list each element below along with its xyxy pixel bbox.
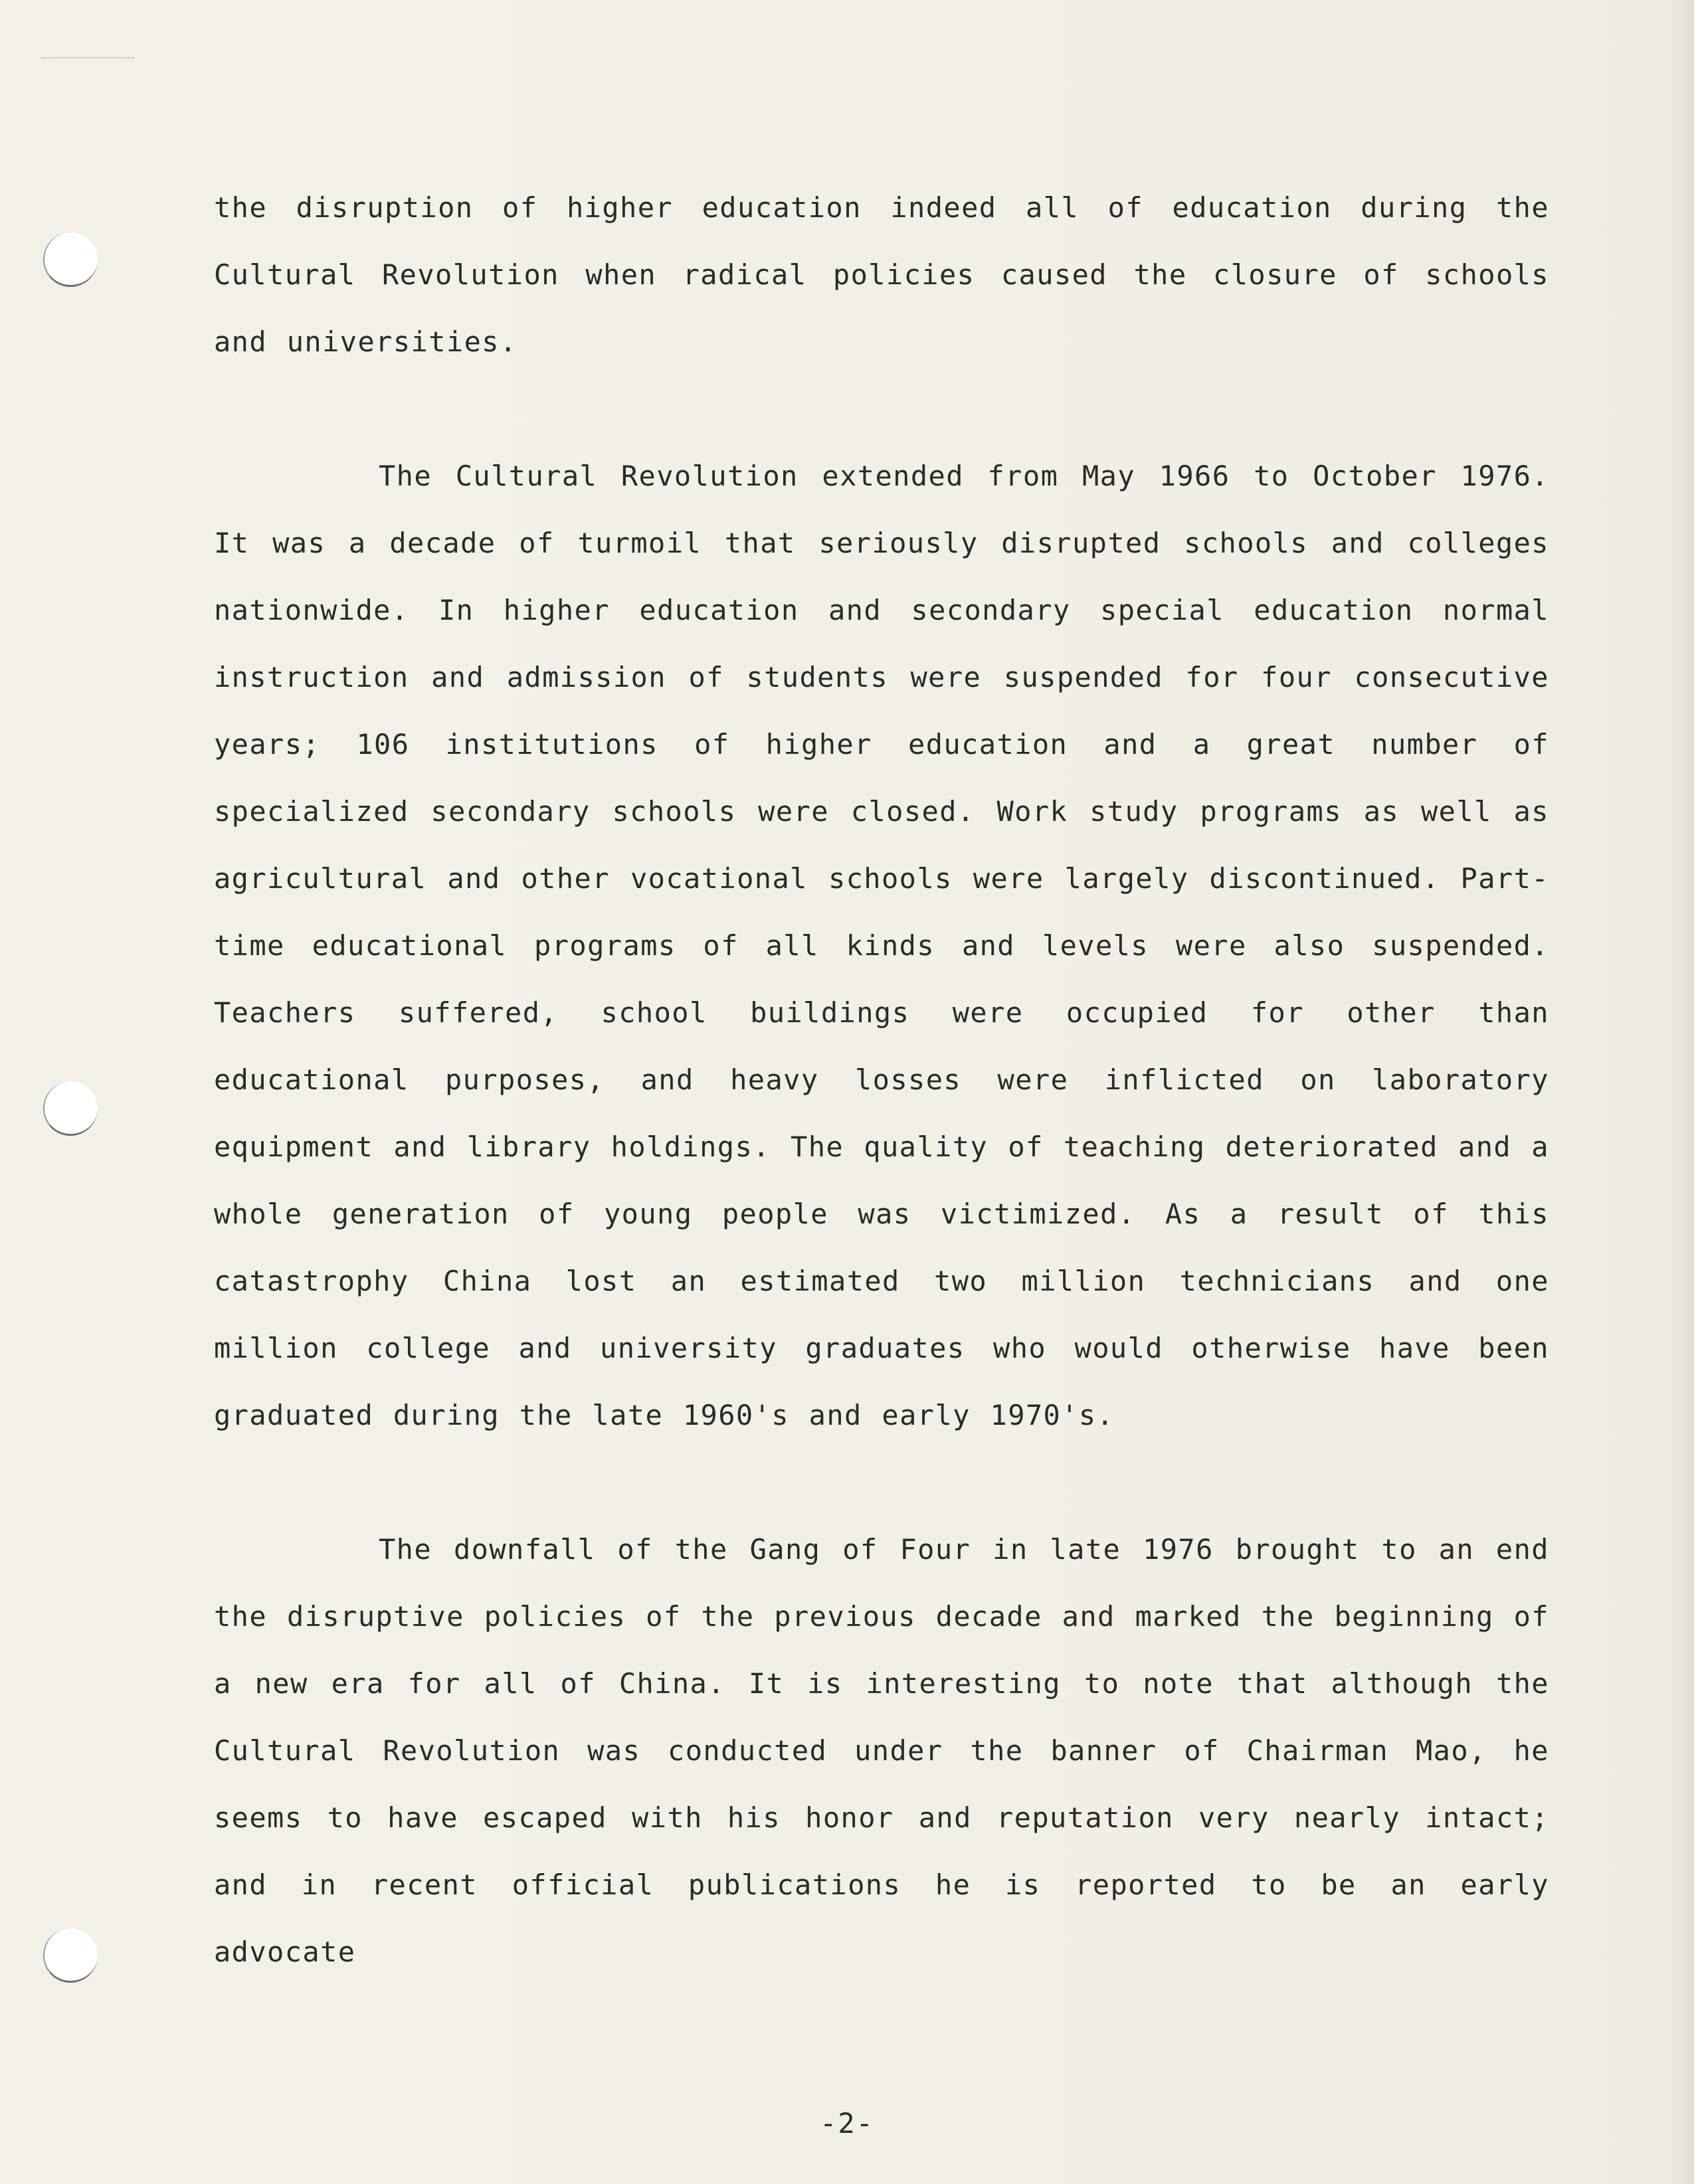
punch-hole-middle (43, 1081, 98, 1136)
paragraph-continued: the disruption of higher education indeed all of education during the Cultural Revolution when radical policies caused the closure of schools and universities. (214, 191, 1549, 358)
page-number: -2- (820, 2107, 874, 2139)
punch-hole-top (43, 232, 98, 287)
body-text (214, 174, 1549, 1985)
paragraph-gang-of-four: The downfall of the Gang of Four in late 1976 brought to an end the disruptive policies of the previous decade and marked the beginning of a new era for all of China. It is interesting to note that although the Cultural Revolution was conducted under the banner of Chairman Mao, he seems to have escaped with his honor and reputation very nearly intact; and in recent official publications he is reported to be an early advocate (214, 1533, 1549, 1968)
punch-hole-bottom (43, 1928, 98, 1983)
paper-scuff-mark (41, 52, 134, 58)
page-edge-shadow (1671, 0, 1694, 2184)
paragraph-cultural-revolution: The Cultural Revolution extended from May 1966 to October 1976. It was a decade of turmoil that seriously disrupted schools and colleges nationwide. In higher education and secondary special education normal instruction and admission of students were suspended for four consecutive years; 106 institutions of higher education and a great number of specialized secondary schools were closed. Work study programs as well as agricultural and other vocational schools were largely discontinued. Part-time educational programs of all kinds and levels were also suspended. Teachers suffered, school buildings were occupied for other than educational purposes, and heavy losses were inflicted on laboratory equipment and library holdings. The quality of teaching deteriorated and a whole generation of young people was victimized. As a result of this catastrophy China lost an estimated two million technicians and one million college and university graduates who would otherwise have been graduated during the late 1960's and early 1970's. (214, 460, 1549, 1431)
